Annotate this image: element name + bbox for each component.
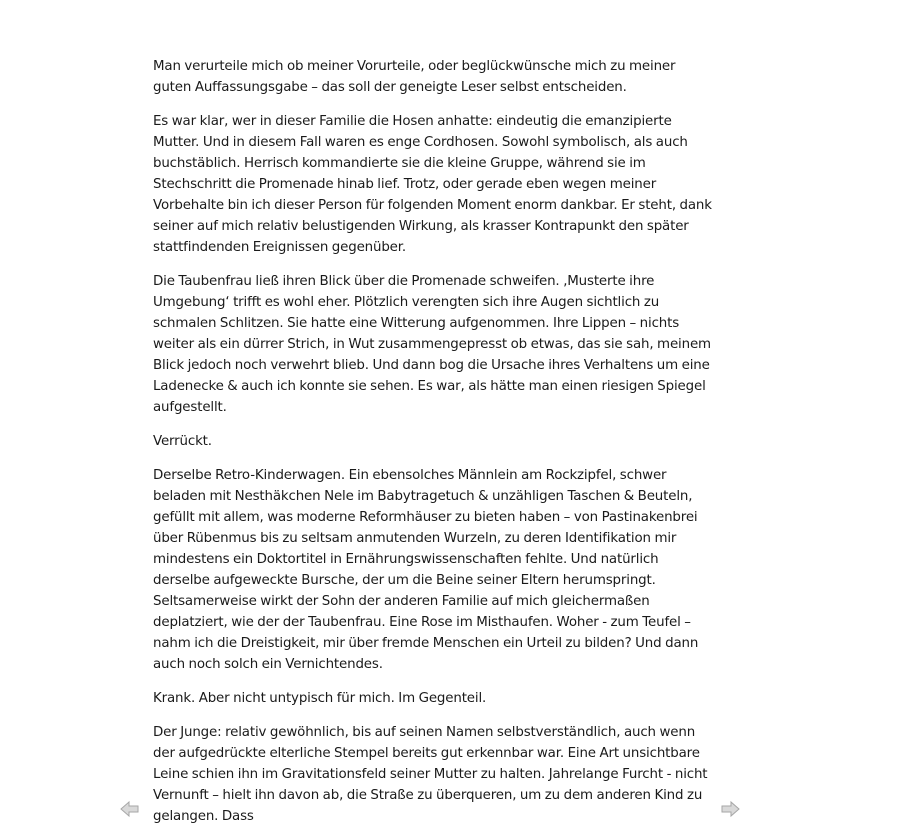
paragraph-3: Die Taubenfrau ließ ihren Blick über die Promenade schweifen. ‚Musterte ihre Umgebung‘ trifft es wohl eher. Plötzlich verengten sich ihre Augen sichtlich zu schmalen Schlitzen. Sie hatte eine Witterung aufgenommen. Ihre Lippen – nichts weiter als ein dürrer Strich, in Wut zusammengepresst ob etwas, das sie sah, meinem Blick jedoch noch verwehrt blieb. Und dann bog die Ursache ihres Verhaltens um eine Ladenecke & auch ich konnte sie sehen. Es war, als hätte man einen riesigen Spiegel aufgestellt. (153, 274, 711, 415)
paragraph-2: Es war klar, wer in dieser Familie die Hosen anhatte: eindeutig die emanzipierte Mutter. Und in diesem Fall waren es enge Cordhosen. Sowohl symbolisch, als auch buchstäblich. Herrisch kommandierte sie die kleine Gruppe, während sie im Stechschritt die Promenade hinab lief. Trotz, oder gerade eben wegen meiner Vorbehalte bin ich dieser Person für folgenden Moment enorm dankbar. Er steht, dank seiner auf mich relativ belustigenden Wirkung, als krasser Kontrapunkt den später stattfindenden Ereignissen gegenüber. (153, 114, 712, 255)
paragraph-7: Der Junge: relativ gewöhnlich, bis auf seinen Namen selbstverständlich, auch wenn der aufgedrückte elterliche Stempel bereits gut erkennbar war. Eine Art unsichtbare Leine schien ihn im Gravitationsfeld seiner Mutter zu halten. Jahrelange Furcht - nicht Vernunft – hielt ihn davon ab, die Straße zu überqueren, um zu dem anderen Kind zu gelangen. Dass (153, 725, 708, 824)
paragraph-4: Verrückt. (153, 434, 212, 449)
next-page-button[interactable] (720, 799, 740, 819)
arrow-right-icon (720, 799, 740, 819)
document-page (153, 56, 713, 840)
previous-page-button[interactable] (120, 799, 140, 819)
paragraph-1: Man verurteile mich ob meiner Vorurteile, oder beglückwünsche mich zu meiner guten Auffassungsgabe – das soll der geneigte Leser selbst entscheiden. (153, 59, 676, 95)
arrow-left-icon (120, 799, 140, 819)
paragraph-6: Krank. Aber nicht untypisch für mich. Im Gegenteil. (153, 691, 487, 706)
paragraph-5: Derselbe Retro-Kinderwagen. Ein ebensolches Männlein am Rockzipfel, schwer beladen mit Nesthäkchen Nele im Babytragetuch & unzähligen Taschen & Beuteln, gefüllt mit allem, was moderne Reformhäuser zu bieten haben – von Pastinakenbrei über Rübenmus bis zu seltsam anmutenden Wurzeln, zu deren Identifikation mir mindestens ein Doktortitel in Ernährungswissenschaften fehlte. Und natürlich derselbe aufgeweckte Bursche, der um die Beine seiner Eltern herumspringt. Seltsamerweise wirkt der Sohn der anderen Familie auf mich gleichermaßen deplatziert, wie der der Taubenfrau. Eine Rose im Misthaufen. Woher - zum Teufel – nahm ich die Dreistigkeit, mir über fremde Menschen ein Urteil zu bilden? Und dann auch noch solch ein Vernichtendes. (153, 468, 699, 672)
